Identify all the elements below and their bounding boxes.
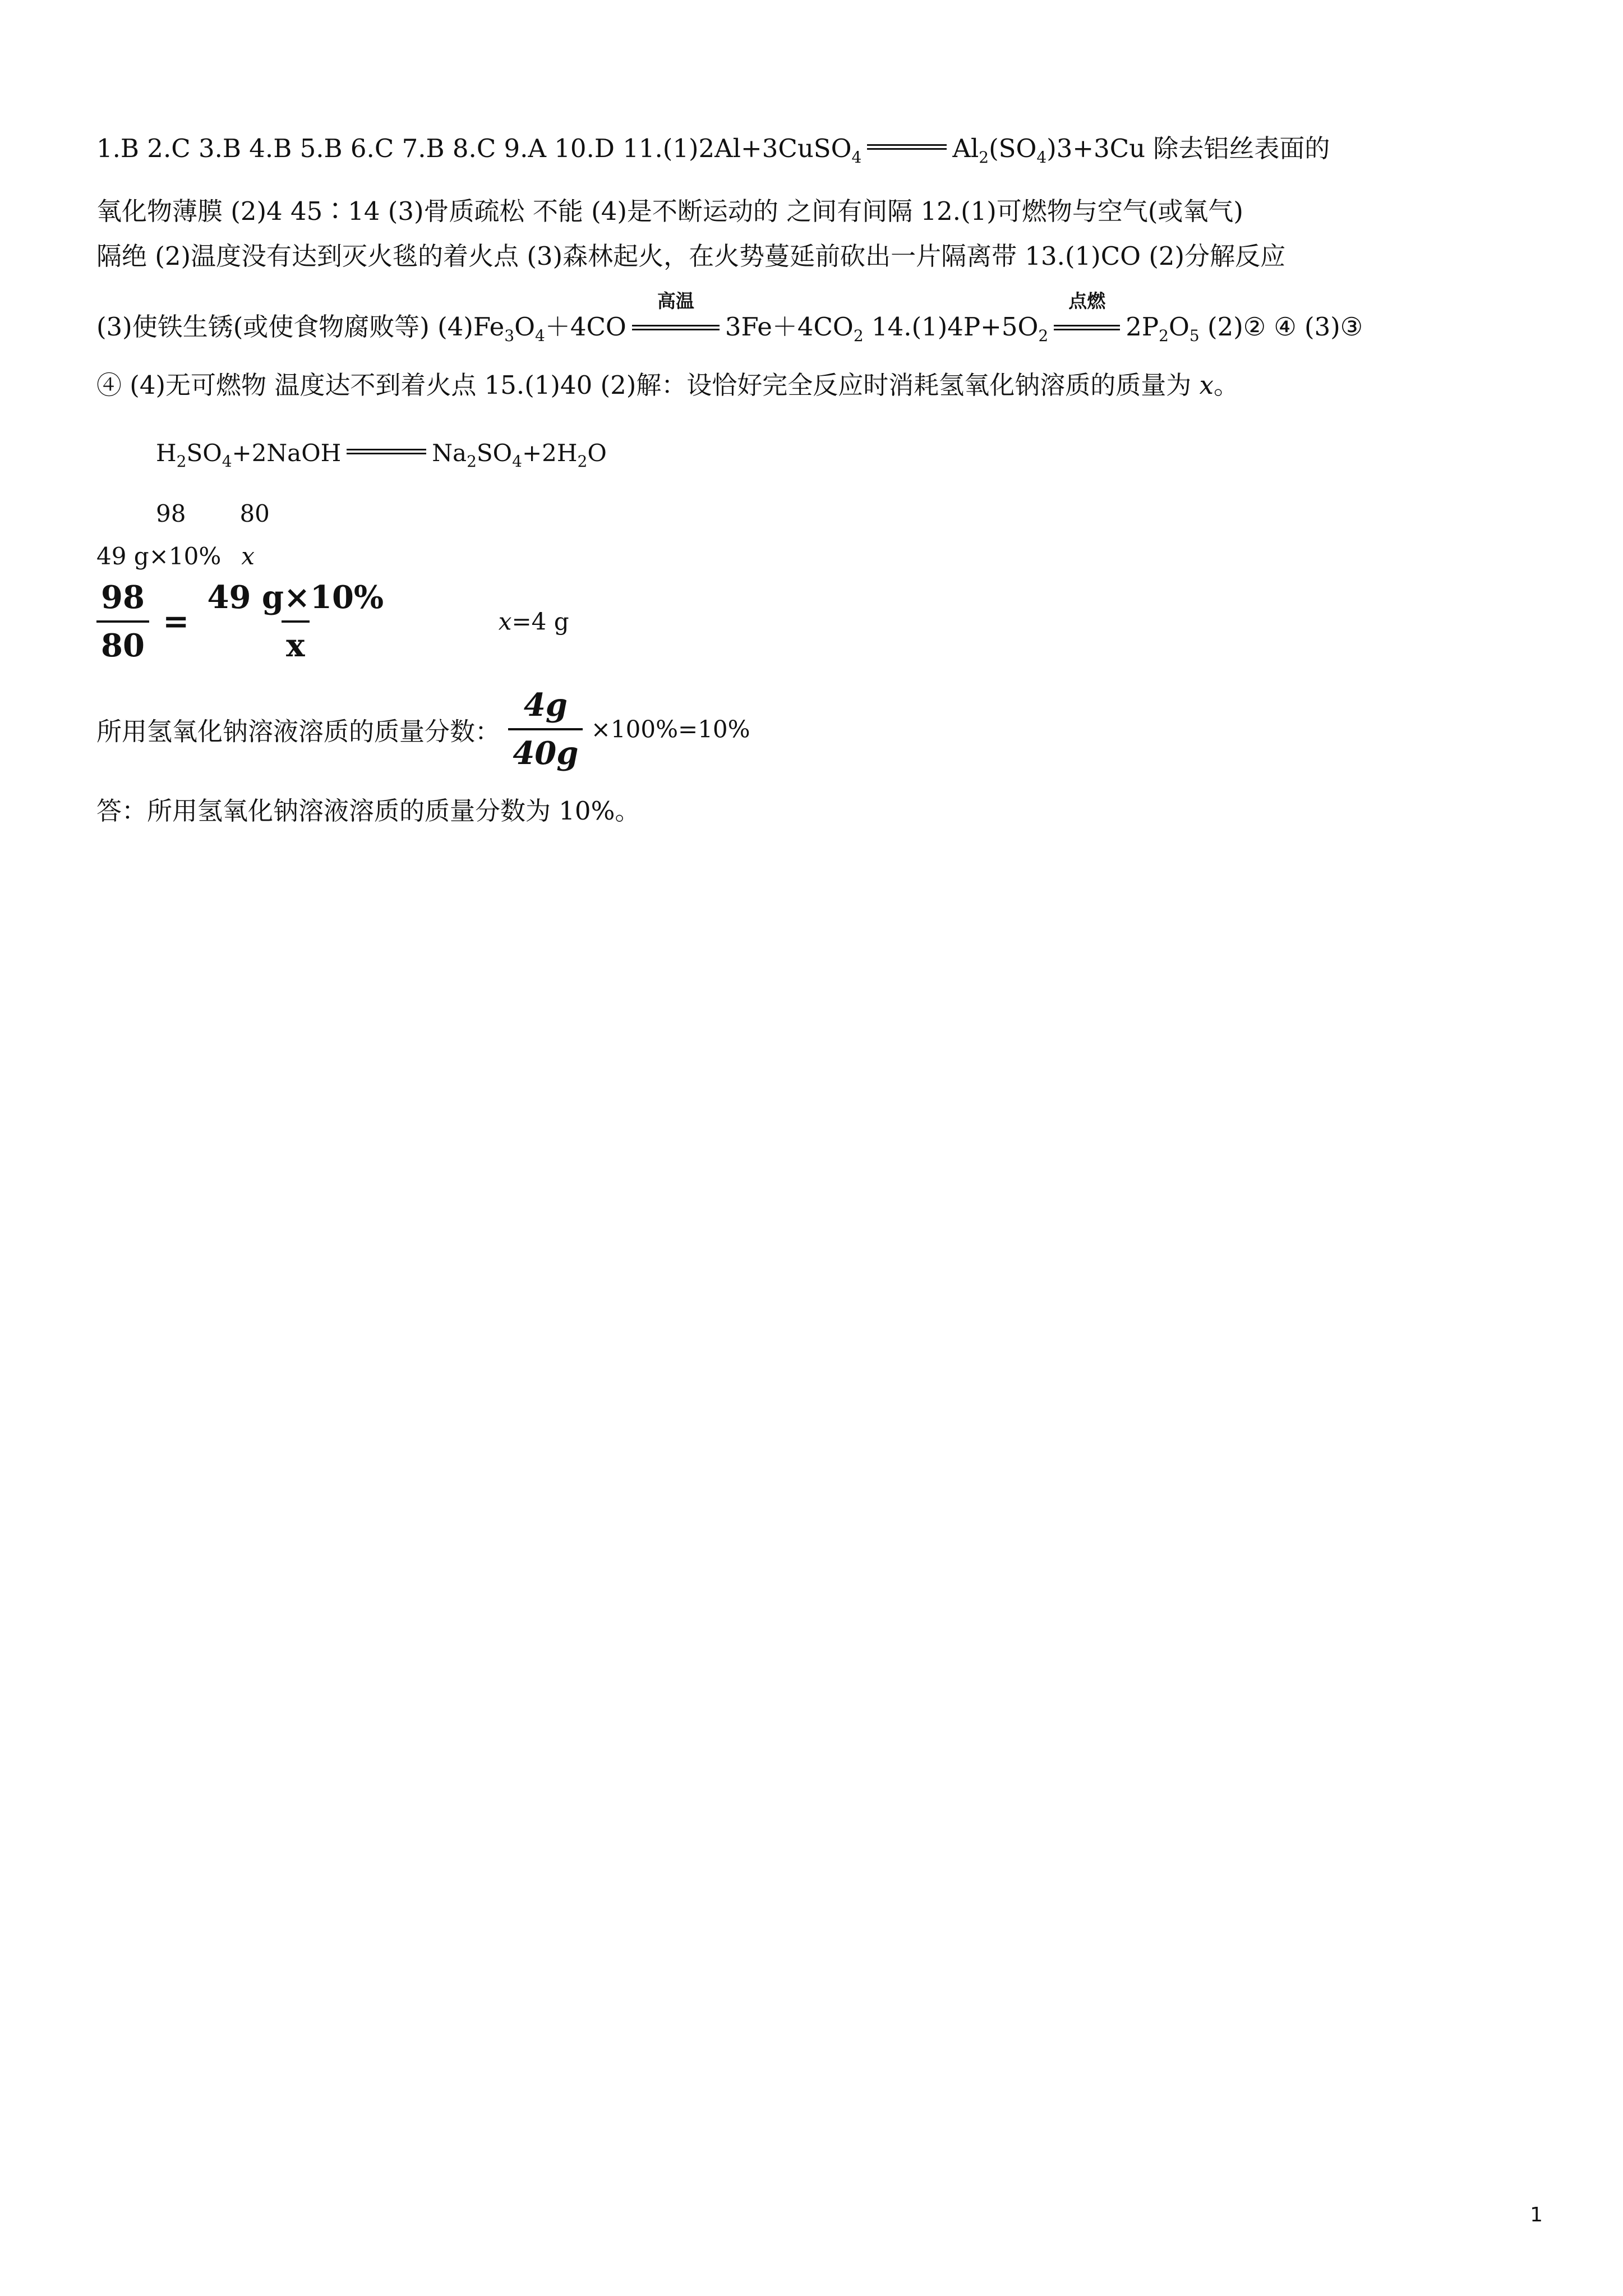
molar-ratio-fraction: $\frac{98}{80}$ bbox=[96, 578, 149, 665]
reaction-arrow bbox=[864, 132, 950, 165]
answers-1-to-11: 1.B 2.C 3.B 4.B 5.B 6.C 7.B 8.C 9.A 10.D 11.(1)2Al+3CuSO bbox=[96, 134, 852, 163]
conclusion: 答：所用氢氧化钠溶液溶质的质量分数为 10%。 bbox=[96, 796, 640, 826]
mass-fraction-line: 所用氢氧化钠溶液溶质的质量分数： $\frac{4g}{40g}$ ×100%=10% bbox=[96, 687, 750, 772]
result-x: x=4 g bbox=[498, 608, 569, 636]
answer-line-1: 1.B 2.C 3.B 4.B 5.B 6.C 7.B 8.C 9.A 10.D 11.(1)2Al+3CuSO$_4$ $Al_2(SO_4)3+3Cu$ 除去铝丝表面的 bbox=[96, 132, 1330, 165]
answer-line-4: (3)使铁生锈(或使食物腐败等) $(4)Fe_3O_4+4CO$ 高温 $3Fe+4CO_2$ $14.(1)4P+5O_2$ 点燃 $2P_2O_5$ (2)② ④ (3)③ bbox=[96, 290, 1363, 345]
page-number: 1 bbox=[1530, 2203, 1543, 2226]
answer-line-3: 隔绝 (2)温度没有达到灭火毯的着火点 (3)森林起火，在火势蔓延前砍出一片隔离带 13.(1)CO (2)分解反应 bbox=[96, 241, 1286, 271]
given-quantities: 49 g×10% x bbox=[96, 542, 255, 570]
answer-line-2: 氧化物薄膜 (2)4 45∶14 (3)骨质疏松 不能 (4)是不断运动的 之间有间隔 12.(1)可燃物与空气(或氧气) bbox=[96, 196, 1243, 226]
ignition-condition: 点燃 bbox=[1050, 310, 1123, 344]
answer-line-5: ④ (4)无可燃物 温度达不到着火点 15.(1)40 (2)解：设恰好完全反应时消耗氢氧化钠溶质的质量为 x。 bbox=[96, 370, 1239, 400]
chemical-equation: $H_2SO_4+2NaOH$ $Na_2SO_4+2H_2O$ bbox=[156, 436, 607, 470]
high-temperature-condition: 高温 bbox=[629, 310, 723, 344]
reaction-arrow bbox=[343, 436, 430, 470]
mass-fraction-fraction: $\frac{4g}{40g}$ bbox=[508, 685, 583, 773]
mass-ratio-fraction: $\frac{49 g\times 10\%}{x}$ bbox=[207, 579, 384, 664]
proportion-equation: $\frac{98}{80}$ = $\frac{49 g\times 10\%}{x}$ x=4 g bbox=[96, 578, 569, 665]
molar-masses: 98 80 bbox=[156, 500, 270, 527]
